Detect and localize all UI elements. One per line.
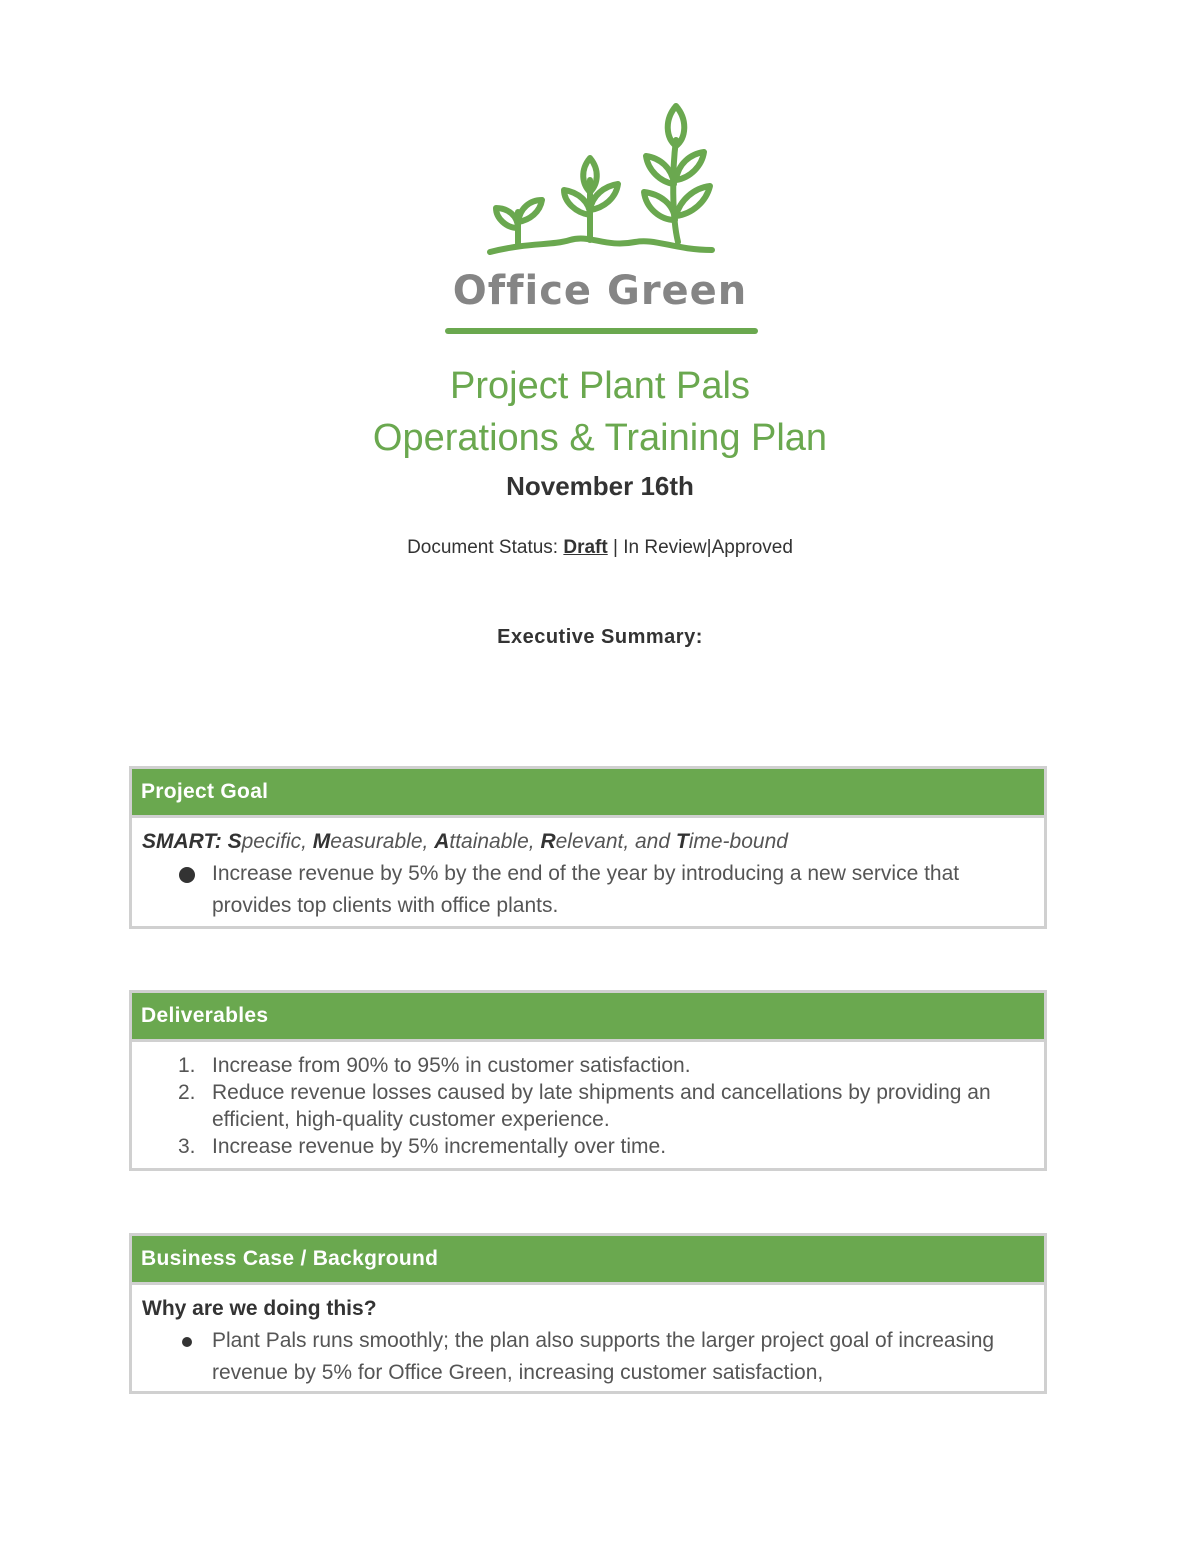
smart-word: ttainable, [449,830,541,853]
status-approved: Approved [711,537,793,558]
list-item [142,1325,1034,1389]
list-number: 3. [178,1135,196,1158]
deliverable-text: Increase from 90% to 95% in customer satisfaction. [212,1054,691,1077]
list-number: 1. [178,1054,196,1077]
bullet-icon [179,867,195,883]
why-question: Why are we doing this? [142,1297,377,1320]
section-body [132,1285,1044,1389]
status-separator: | [613,537,618,558]
list-item [142,1133,1034,1160]
smart-initial: R [540,830,556,853]
smart-label: SMART: [142,830,222,853]
smart-initial: T [675,830,689,853]
project-goal-section [129,766,1047,929]
project-title: Project Plant Pals [450,365,750,407]
plan-title: Operations & Training Plan [372,417,828,459]
smart-word: ime-bound [688,830,788,853]
status-separator: | [706,537,712,558]
sprouting-plants-icon [440,100,760,270]
list-item [142,1079,1034,1133]
smart-word: elevant, and [555,830,676,853]
smart-word: pecific, [241,830,313,853]
business-case-section [129,1233,1047,1394]
deliverable-text: Increase revenue by 5% incrementally over time. [212,1135,667,1158]
status-draft: Draft [563,537,608,558]
smart-word: easurable, [330,830,435,853]
smart-initial: S [227,830,242,853]
section-header: Project Goal [132,769,1044,818]
business-case-text: Plant Pals runs smoothly; the plan also supports the larger project goal of increasing revenue by 5% for Office Green, increasing customer satisfaction, [212,1329,995,1384]
brand-name: Office Green [452,268,748,314]
list-item [142,858,1034,922]
section-header: Deliverables [132,993,1044,1042]
smart-initial: M [312,830,331,853]
section-body [132,1042,1044,1160]
section-body [132,818,1044,922]
deliverables-section [129,990,1047,1171]
goal-text: Increase revenue by 5% by the end of the year by introducing a new service that provides top clients with office plants. [212,862,960,917]
document-date: November 16th [506,471,694,501]
smart-initial: A [434,830,450,853]
brand-underline [445,328,758,334]
list-item [142,1052,1034,1079]
bullet-icon [182,1337,192,1347]
document-status [0,537,1200,559]
status-in-review: In Review [623,537,707,558]
list-number: 2. [178,1081,196,1104]
smart-definition [142,826,1034,858]
status-label: Document Status: [407,537,559,558]
section-header: Business Case / Background [132,1236,1044,1285]
executive-summary-heading: Executive Summary: [497,626,703,648]
deliverable-text: Reduce revenue losses caused by late shipments and cancellations by providing an efficient, high-quality customer experience. [212,1081,991,1131]
